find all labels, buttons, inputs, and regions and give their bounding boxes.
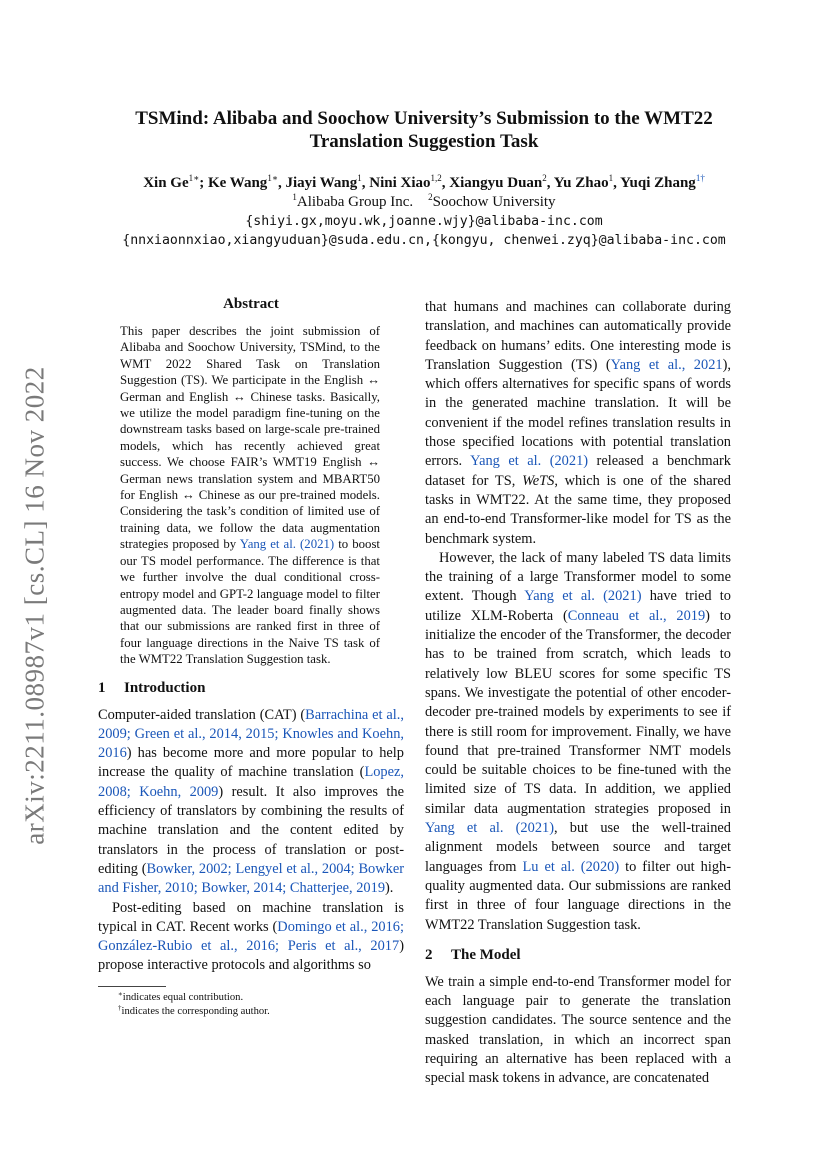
right-column xyxy=(425,298,731,1089)
author-name: Ke Wang xyxy=(207,175,268,191)
author-name: Xin Ge xyxy=(143,175,189,191)
citation-link[interactable]: Lopez, 2008; Koehn, 2009 xyxy=(98,764,404,800)
author-name: Yu Zhao xyxy=(553,175,609,191)
email-line: {shiyi.gx,moyu.wk,joanne.wjy}@alibaba-inc.com xyxy=(245,214,603,229)
paper-title: TSMind: Alibaba and Soochow University’s Submission to the WMT22 Translation Suggestion Task xyxy=(135,108,713,152)
author-name: Xiangyu Duan xyxy=(449,175,543,191)
footnote-divider xyxy=(98,986,166,987)
author-names: Xin $Ge^{1∗}$; Ke Wang$^{1∗}$, Jiayi Wang$^1$, Nini Xiao$^{1,2}$, Xiangyu Duan$^2$, Yu Zhao$^1$, Yuqi Zhang$^{1\dagger}$ xyxy=(143,173,705,191)
paragraph: Computer-aided translation (CAT) (Barrachina et al., 2009; Green et al., 2014, 2015; Knowles and Koehn, 2016) has become more and more popular to help increase the quality of machine translation (Lopez, 2008; Koehn, 2009) result. It also improves the efficiency of translators by combining the results of machine translation and the content edited by translators in the process of translation or post-editing (Bowker, 2002; Lengyel et al., 2004; Bowker and Fisher, 2010; Bowker, 2014; Chatterjee, 2019). xyxy=(98,706,405,897)
email-line: {nnxiaonnxiao,xiangyuduan}@suda.edu.cn,{kongyu, chenwei.zyq}@alibaba-inc.com xyxy=(122,233,726,248)
citation-link[interactable]: Domingo et al., 2016; González-Rubio et al., 2016; Peris et al., 2017 xyxy=(98,918,404,955)
citation-link[interactable]: Yang et al. (2021) xyxy=(425,820,554,837)
section-title: The Model xyxy=(451,946,521,963)
section-title: Introduction xyxy=(124,679,206,696)
citation-link[interactable]: Yang et al. (2021) xyxy=(524,588,642,605)
citation-link[interactable]: Conneau et al., 2019 xyxy=(567,607,706,624)
dataset-name: WeTS xyxy=(522,472,555,489)
affiliation-alibaba: Alibaba Group Inc. xyxy=(296,194,414,210)
footnote: ∗indicates equal contribution. xyxy=(118,989,244,1003)
intro-text xyxy=(98,706,404,976)
author-name: Jiayi Wang xyxy=(285,175,358,191)
author-block xyxy=(60,174,788,250)
section-number: 2 xyxy=(425,946,433,963)
model-text xyxy=(425,973,731,1089)
footnote: †indicates the corresponding author. xyxy=(118,1003,270,1017)
author-name: Yuqi Zhang xyxy=(620,175,696,191)
citation-link[interactable]: Yang et al. (2021) xyxy=(470,453,589,470)
section-heading xyxy=(98,680,404,697)
paragraph: We train a simple end-to-end Transformer model for each language pair to generate the translation suggestion candidates. The source sentence and the masked translation, in which an incorrect span requiring an alternative has been replaced with a special mask tokens in advance, are concatenated xyxy=(425,973,731,1087)
section-number: 1 xyxy=(98,679,106,696)
citation-link[interactable]: Barrachina et al., 2009; Green et al., 2014, 2015; Knowles and Koehn, 2016 xyxy=(98,706,404,762)
affiliation-soochow: Soochow University xyxy=(432,194,556,210)
paragraph: Post-editing based on machine translation is typical in CAT. Recent works (Domingo et al., 2016; González-Rubio et al., 2016; Peris et al., 2017) propose interactive protocols and algorithms so xyxy=(98,899,404,974)
citation-link[interactable]: Lu et al. (2020) xyxy=(522,858,620,875)
arxiv-id: arXiv:2211.08987v1 [cs.CL] 16 Nov 2022 xyxy=(19,365,50,845)
author-name: Nini Xiao xyxy=(369,175,431,191)
abstract-heading: Abstract xyxy=(223,296,279,312)
left-column xyxy=(98,296,404,1019)
citation-link[interactable]: Yang et al. (2021) xyxy=(239,537,335,552)
citation-link[interactable]: Bowker, 2002; Lengyel et al., 2004; Bowker and Fisher, 2010; Bowker, 2014; Chatterjee, 2019 xyxy=(98,860,405,897)
citation-link[interactable]: Yang et al., 2021 xyxy=(610,356,723,373)
paragraph: that humans and machines can collaborate during translation, and machines can automatically provide feedback on humans’ edits. One interesting mode is Translation Suggestion (TS) (Yang et al., 2021), which offers alternatives for specific spans of words in the generated machine translation. It will be convenient if the model refines translation results in those specified locations with potential translation errors. Yang et al. (2021) released a benchmark dataset for TS, WeTS, which is one of the shared tasks in WMT22. At the same time, they proposed an end-to-end Transformer-like model for TS as the benchmark system. xyxy=(425,299,731,547)
abstract-text: This paper describes the joint submission of Alibaba and Soochow University, TSMind, to the WMT 2022 Shared Task on Translation Suggestion (TS). We participate in the English ↔ German and English ↔ Chinese tasks. Basically, we utilize the model paradigm fine-tuning on the downstream tasks based on large-scale pre-trained models, which has recently achieved great success. We choose FAIR’s WMT19 English ↔ German news translation system and MBART50 for English ↔ Chinese as our pre-trained models. Considering the task’s condition of limited use of training data, we follow the data augmentation strategies proposed by Yang et al. (2021) to boost our TS model performance. The difference is that we further involve the dual conditional cross-entropy model and GPT-2 language model to filter augmented data. The leader board finally shows that our submissions are ranked first in three of four language directions in the Naive TS task of the WMT22 Translation Suggestion task. xyxy=(120,324,380,667)
arxiv-watermark xyxy=(12,355,58,855)
intro-continued xyxy=(425,298,731,935)
section-heading xyxy=(425,947,731,964)
affiliations: $^1$Alibaba Group Inc. $^2$Soochow University xyxy=(292,192,556,210)
paragraph: However, the lack of many labeled TS data limits the training of a large Transformer model to some extent. Though Yang et al. (2021) have tried to utilize XLM-Roberta (Conneau et al., 2019) to initialize the encoder of the Transformer, the decoder has to be trained from scratch, which leads to relatively low BLEU scores for some specific TS spans. We investigate the potential of other encoder-decoder pre-trained models by experiments to see if there is still room for improvement. Finally, we have found that pre-trained Transformer NMT models could be suitable choices to be fine-tuned with the limited size of TS data. In addition, we applied similar data augmentation strategies proposed in Yang et al. (2021), but use the well-trained alignment models between source and target languages from Lu et al. (2020) to filter out high-quality augmented data. Our submissions are ranked first in three of four language directions in the WMT22 Translation Suggestion task. xyxy=(425,549,731,933)
